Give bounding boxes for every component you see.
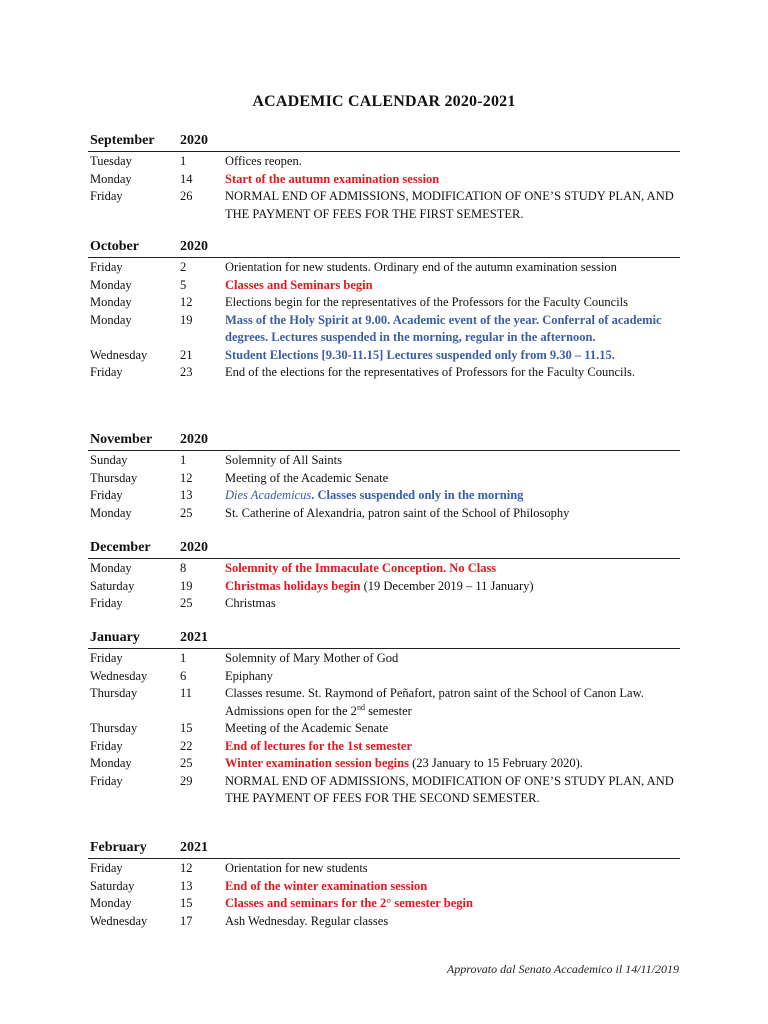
event-text: Start of the autumn examination session — [225, 171, 440, 186]
weekday: Monday — [90, 756, 132, 770]
calendar-row — [88, 153, 680, 171]
day-number: 2 — [180, 260, 187, 274]
weekday: Thursday — [90, 686, 138, 700]
section-rule — [88, 450, 680, 451]
calendar-row — [88, 738, 680, 756]
day-number: 29 — [180, 773, 193, 788]
weekday: Saturday — [90, 878, 135, 893]
event-description — [225, 738, 680, 756]
event-description — [225, 153, 680, 171]
day-number: 19 — [180, 312, 193, 327]
event-text: Solemnity of the Immaculate Conception. No Class — [225, 561, 497, 575]
section-header — [88, 630, 680, 650]
day-number: 12 — [180, 861, 193, 875]
weekday: Monday — [90, 312, 132, 327]
event-text: NORMAL END OF ADMISSIONS, MODIFICATION OF ONE’S STUDY PLAN, AND THE PAYMENT OF FEES FOR THE SECOND SEMESTER. — [225, 773, 674, 805]
event-description — [225, 277, 680, 295]
calendar-row — [88, 171, 680, 189]
calendar-row — [88, 650, 680, 668]
event-text: semester — [364, 703, 412, 718]
calendar-row — [88, 720, 680, 738]
day-number: 19 — [180, 578, 193, 593]
day-number: 6 — [180, 668, 187, 683]
event-description — [225, 470, 680, 488]
calendar-row — [88, 685, 680, 720]
weekday: Thursday — [90, 470, 138, 485]
weekday: Monday — [90, 295, 132, 309]
event-description — [225, 312, 680, 347]
event-description — [225, 505, 680, 523]
calendar-row — [88, 259, 680, 277]
weekday: Monday — [90, 896, 132, 910]
event-description — [225, 171, 680, 189]
calendar-row — [88, 913, 680, 931]
event-text: Winter examination session begins — [225, 756, 409, 770]
year-label: 2021 — [180, 630, 208, 645]
event-text: Classes and seminars for the 2° semester begin — [225, 896, 473, 910]
calendar-row — [88, 470, 680, 488]
page-title: ACADEMIC CALENDAR 2020-2021 — [252, 93, 516, 110]
month-label: November — [90, 432, 153, 447]
event-text: Classes resume. St. Raymond of Peñafort, patron saint of the School of Canon Law. Admissions open for the 2 — [225, 686, 644, 718]
event-text: . Classes suspended only in the morning — [311, 488, 524, 502]
weekday: Monday — [90, 505, 132, 520]
event-description — [225, 259, 680, 277]
event-text: Solemnity of Mary Mother of God — [225, 651, 399, 665]
event-text: End of the winter examination session — [225, 878, 428, 893]
event-description — [225, 188, 680, 223]
event-text: St. Catherine of Alexandria, patron saint of the School of Philosophy — [225, 505, 570, 520]
day-number: 13 — [180, 488, 193, 502]
calendar-row — [88, 755, 680, 773]
event-text: Orientation for new students — [225, 861, 368, 875]
weekday: Friday — [90, 488, 123, 502]
section-january — [88, 630, 680, 808]
day-number: 5 — [180, 277, 187, 292]
calendar-row — [88, 860, 680, 878]
year-label: 2021 — [180, 840, 208, 855]
event-text: Classes and Seminars begin — [225, 277, 373, 292]
day-number: 25 — [180, 596, 193, 610]
day-number: 25 — [180, 756, 193, 770]
calendar-row — [88, 595, 680, 613]
weekday: Thursday — [90, 721, 138, 735]
year-label: 2020 — [180, 540, 208, 555]
event-description — [225, 650, 680, 668]
calendar-row — [88, 188, 680, 223]
day-number: 11 — [180, 686, 193, 700]
event-text: Meeting of the Academic Senate — [225, 721, 389, 735]
event-text: Meeting of the Academic Senate — [225, 470, 389, 485]
event-description — [225, 773, 680, 808]
event-text: Dies Academicus — [225, 488, 312, 502]
event-text: End of lectures for the 1st semester — [225, 738, 412, 753]
event-text: Orientation for new students. Ordinary end of the autumn examination session — [225, 260, 617, 274]
section-rule — [88, 257, 680, 258]
section-september — [88, 133, 680, 223]
section-february — [88, 840, 680, 930]
event-text: Epiphany — [225, 668, 273, 683]
calendar-row — [88, 560, 680, 578]
approval-note: Approvato dal Senato Accademico il 14/11/2019 — [446, 962, 679, 976]
day-number: 1 — [180, 154, 187, 168]
event-description — [225, 878, 680, 896]
section-december — [88, 540, 680, 613]
year-label: 2020 — [180, 432, 208, 447]
section-november — [88, 432, 680, 522]
weekday: Monday — [90, 171, 132, 186]
event-description — [225, 294, 680, 312]
day-number: 15 — [180, 896, 193, 910]
section-header — [88, 432, 680, 452]
month-label: October — [90, 239, 139, 254]
event-description — [225, 720, 680, 738]
calendar-row — [88, 312, 680, 347]
day-number: 8 — [180, 561, 187, 575]
weekday: Friday — [90, 365, 123, 379]
event-description — [225, 668, 680, 686]
event-text: Solemnity of All Saints — [225, 453, 343, 467]
event-text: Offices reopen. — [225, 154, 302, 168]
event-description — [225, 895, 680, 913]
event-text: Mass of the Holy Spirit at 9.00. Academic event of the year. Conferral of academic degrees. Lectures suspended in the morning, regular in the afternoon. — [225, 312, 662, 344]
day-number: 1 — [180, 453, 187, 467]
weekday: Wednesday — [90, 913, 148, 928]
section-rule — [88, 151, 680, 152]
day-number: 23 — [180, 365, 193, 379]
calendar-row — [88, 347, 680, 365]
weekday: Friday — [90, 260, 123, 274]
month-label: January — [90, 630, 140, 645]
weekday: Friday — [90, 651, 123, 665]
event-text: (23 January to 15 February 2020). — [408, 756, 583, 770]
day-number: 22 — [180, 738, 193, 753]
event-text: Student Elections [9.30-11.15] Lectures suspended only from 9.30 – 11.15. — [225, 347, 615, 362]
weekday: Friday — [90, 189, 123, 203]
weekday: Wednesday — [90, 347, 148, 362]
event-description — [225, 578, 680, 596]
weekday: Friday — [90, 861, 123, 875]
year-label: 2020 — [180, 239, 208, 254]
day-number: 25 — [180, 505, 193, 520]
calendar-row — [88, 505, 680, 523]
event-description — [225, 755, 680, 773]
day-number: 17 — [180, 913, 193, 928]
month-label: February — [90, 840, 147, 855]
day-number: 26 — [180, 189, 193, 203]
event-text: Ash Wednesday. Regular classes — [225, 913, 389, 928]
event-text: Christmas — [225, 596, 276, 610]
weekday: Saturday — [90, 578, 135, 593]
calendar-row — [88, 773, 680, 808]
event-description — [225, 364, 680, 382]
event-description — [225, 560, 680, 578]
calendar-row — [88, 487, 680, 505]
weekday: Monday — [90, 277, 132, 292]
month-label: September — [90, 133, 155, 148]
event-description — [225, 685, 680, 720]
event-description — [225, 452, 680, 470]
section-rule — [88, 558, 680, 559]
section-rule — [88, 648, 680, 649]
event-text: End of the elections for the representatives of Professors for the Faculty Councils. — [225, 365, 635, 379]
section-header — [88, 540, 680, 560]
event-text: (19 December 2019 – 11 January) — [360, 578, 534, 593]
calendar-row — [88, 895, 680, 913]
section-header — [88, 133, 680, 153]
weekday: Friday — [90, 596, 123, 610]
event-text: Christmas holidays begin — [225, 578, 361, 593]
event-description — [225, 860, 680, 878]
event-text: Elections begin for the representatives of the Professors for the Faculty Councils — [225, 295, 629, 309]
calendar-row — [88, 277, 680, 295]
weekday: Wednesday — [90, 668, 148, 683]
weekday: Tuesday — [90, 154, 132, 168]
day-number: 1 — [180, 651, 187, 665]
calendar-row — [88, 452, 680, 470]
year-label: 2020 — [180, 133, 208, 148]
day-number: 13 — [180, 878, 193, 893]
section-header — [88, 239, 680, 259]
day-number: 12 — [180, 295, 193, 309]
calendar-row — [88, 668, 680, 686]
weekday: Sunday — [90, 453, 128, 467]
day-number: 15 — [180, 721, 193, 735]
section-header — [88, 840, 680, 860]
event-description — [225, 487, 680, 505]
weekday: Friday — [90, 738, 123, 753]
event-text: nd — [356, 702, 365, 712]
calendar-row — [88, 578, 680, 596]
section-rule — [88, 858, 680, 859]
event-description — [225, 595, 680, 613]
calendar-row — [88, 364, 680, 382]
day-number: 21 — [180, 347, 193, 362]
weekday: Friday — [90, 773, 123, 788]
weekday: Monday — [90, 561, 132, 575]
event-description — [225, 913, 680, 931]
calendar-row — [88, 878, 680, 896]
day-number: 12 — [180, 470, 193, 485]
event-text: NORMAL END OF ADMISSIONS, MODIFICATION OF ONE’S STUDY PLAN, AND THE PAYMENT OF FEES FOR THE FIRST SEMESTER. — [225, 189, 674, 221]
calendar-row — [88, 294, 680, 312]
event-description — [225, 347, 680, 365]
day-number: 14 — [180, 171, 193, 186]
section-october — [88, 239, 680, 382]
month-label: December — [90, 540, 151, 555]
